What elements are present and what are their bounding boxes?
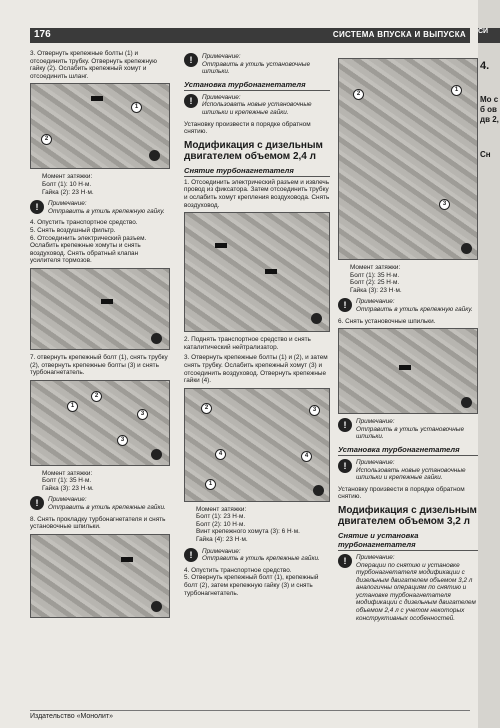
footer-divider — [30, 710, 470, 711]
note-4 — [338, 554, 478, 622]
arrow-icon — [91, 96, 103, 101]
arrow-icon — [265, 269, 277, 274]
arrow-icon — [215, 243, 227, 248]
note-2 — [30, 496, 170, 511]
subheading-remove-install: Снятие и установка турбонагнетателя — [338, 531, 478, 551]
torque-block-2 — [42, 470, 170, 493]
next-page-number: 4. — [480, 60, 490, 72]
torque-line: Винт крепежного хомута (3): 6 Н·м. — [196, 528, 300, 536]
heading-modification-24: Модификация с дизельным двигателем объемом 2,4 л — [184, 139, 323, 162]
callout-1: 1 — [451, 85, 462, 96]
column-middle — [184, 50, 330, 600]
note-text: Отправить в утиль установочные шпильки. — [202, 60, 311, 76]
torque-line: Болт (2): 10 Н·м. — [196, 520, 246, 528]
note-text: Отправить в утиль крепежную гайку. — [356, 305, 473, 313]
step-6-text: 6. Отсоединить электрический разъем. Ослабить крепежные хомуты и снять воздуховод. Снять обратный клапан усилителя тормозов. — [30, 234, 147, 265]
note-title: Примечание: — [356, 553, 395, 561]
note-title: Примечание: — [202, 93, 241, 101]
note-text: Отправить в утиль крепежные гайки. — [202, 555, 320, 563]
step-6-text: 6. Снять установочные шпильки. — [338, 317, 436, 325]
note-title: Примечание: — [356, 418, 395, 426]
install-text: Установку произвести в порядке обратном снятию. — [338, 485, 465, 501]
torque-line: Болт (1): 35 Н·м. — [42, 477, 92, 485]
torque-title: Момент затяжки: — [350, 264, 401, 271]
note-title: Примечание: — [356, 458, 395, 466]
exclamation-icon: ! — [338, 418, 352, 432]
install-text: Установку произвести в порядке обратном снятию. — [184, 120, 311, 136]
photo-turbocharger-bolts — [30, 380, 170, 466]
callout-3: 3 — [309, 405, 320, 416]
callout-3: 3 — [137, 409, 148, 420]
torque-block-1 — [42, 173, 170, 196]
callout-2: 2 — [41, 134, 52, 145]
photo-engine-bay — [184, 212, 330, 332]
publisher-footer: Издательство «Монолит» — [30, 713, 114, 720]
warning-icon — [313, 485, 324, 496]
subheading-remove: Снятие турбонагнетателя — [184, 166, 330, 177]
exclamation-icon: ! — [338, 554, 352, 568]
note-title: Примечание: — [48, 200, 87, 208]
torque-line: Болт (1): 23 Н·м. — [196, 513, 246, 521]
step-5-text: 5. Снять воздушный фильтр. — [30, 226, 116, 234]
note-0 — [184, 53, 330, 76]
photo-pipe-connection — [30, 83, 170, 169]
note-1 — [184, 94, 330, 117]
torque-title: Момент затяжки: — [196, 505, 247, 513]
note-title: Примечание: — [202, 53, 241, 60]
callout-2: 2 — [201, 403, 212, 414]
torque-line: Гайка (3): 23 Н·м. — [350, 286, 402, 294]
next-page-sub-fragment: Сн — [480, 150, 491, 159]
step-2-text: 2. Поднять транспортное средство и снять каталитический нейтрализатор. — [184, 336, 311, 351]
exclamation-icon: ! — [184, 94, 198, 108]
torque-line: Гайка (4): 23 Н·м. — [196, 536, 248, 544]
exclamation-icon: ! — [30, 496, 44, 510]
arrow-icon — [121, 557, 133, 562]
callout-2: 2 — [91, 391, 102, 402]
torque-line: Гайка (3): 23 Н·м. — [42, 484, 94, 492]
note-2 — [338, 418, 478, 441]
next-page-edge — [478, 0, 500, 728]
exclamation-icon: ! — [30, 200, 44, 214]
note-title: Примечание: — [202, 547, 241, 555]
note-1 — [30, 200, 170, 215]
note-title: Примечание: — [48, 496, 87, 504]
step-1-text: 1. Отсоединить электрический разъем и извлечь провод из фиксатора. Затем отсоединить трубку и ослабить хомут крепления воздуховода. Снять воздуховод. — [184, 178, 330, 209]
page-header — [30, 28, 470, 43]
torque-block — [350, 264, 478, 294]
callout-1: 1 — [131, 102, 142, 113]
warning-icon — [461, 243, 472, 254]
next-page-tab: СИ — [478, 28, 500, 43]
note-text: Отправить в утиль крепежные гайки. — [48, 504, 166, 512]
callout-2: 2 — [353, 89, 364, 100]
callout-1: 1 — [205, 479, 216, 490]
step-3-text: 3. Отвернуть крепежные болты (1) и отсоединить трубку. Отвернуть крепежную гайку (2). Ослабить крепежный хомут и отсоединить шланг. — [30, 50, 157, 80]
warning-icon — [151, 601, 162, 612]
step-4-text: 4. Опустить транспортное средство. — [30, 219, 138, 227]
note-text: Использовать новые установочные шпильки и крепежные гайки. — [356, 466, 466, 482]
torque-title: Момент затяжки: — [42, 173, 93, 181]
warning-icon — [151, 449, 162, 460]
callout-1: 1 — [67, 401, 78, 412]
callout-3: 3 — [117, 435, 128, 446]
arrow-icon — [101, 299, 113, 304]
photo-air-duct — [30, 268, 170, 350]
column-right — [338, 50, 478, 626]
note-2 — [184, 548, 330, 563]
step-4-text: 4. Опустить транспортное средство. — [184, 566, 292, 574]
photo-studs — [338, 328, 478, 414]
torque-line: Болт (2): 25 Н·м. — [350, 279, 400, 287]
subheading-install: Установка турбонагнетателя — [338, 445, 478, 456]
photo-turbocharger-assembly — [338, 58, 478, 260]
photo-gasket-studs — [30, 534, 170, 618]
page-number: 176 — [34, 29, 51, 40]
photo-turbo-mounts — [184, 388, 330, 502]
column-left — [30, 50, 170, 622]
exclamation-icon: ! — [184, 548, 198, 562]
callout-4: 4 — [215, 449, 226, 460]
heading-modification-32: Модификация с дизельным двигателем объемом 3,2 л — [338, 504, 477, 527]
torque-line: Гайка (2): 23 Н·м. — [42, 188, 94, 196]
subheading-install: Установка турбонагнетателя — [184, 80, 330, 91]
section-title: СИСТЕМА ВПУСКА И ВЫПУСКА — [332, 30, 466, 39]
step-3-text: 3. Отвернуть крепежные болты (1) и (2), и затем снять трубку. Ослабить крепежный хомут (3) и отсоединить воздуховод. Отвернуть крепежные гайки (4). — [184, 354, 328, 385]
callout-4: 4 — [301, 451, 312, 462]
exclamation-icon: ! — [338, 459, 352, 473]
exclamation-icon: ! — [338, 298, 352, 312]
torque-title: Момент затяжки: — [42, 469, 93, 477]
arrow-icon — [399, 365, 411, 370]
callout-3: 3 — [439, 199, 450, 210]
note-text: Использовать новые установочные шпильки и крепежные гайки. — [202, 101, 312, 116]
exclamation-icon: ! — [184, 53, 198, 67]
step-7-text: 7. отвернуть крепежный болт (1), снять трубку (2), отвернуть крепежные болты (3) и снять турбонагнетатель. — [30, 353, 168, 377]
note-3 — [338, 459, 478, 482]
note-text: Операции по снятию и установке турбонагнетателя модификации с дизельным двигателем объемом 3,2 л аналогичны операциям по снятию и установке турбонагнетателя модификации с дизельным двигателем объемом 2,4 л с учетом некоторых конструктивных особенностей. — [356, 561, 476, 622]
note-text: Отправить в утиль крепежную гайку. — [48, 207, 165, 215]
step-5-text: 5. Отвернуть крепежный болт (1), крепежный болт (2), затем крепежную гайку (3) и снять турбонагнетатель. — [184, 574, 319, 597]
torque-line: Болт (1): 35 Н·м. — [350, 271, 400, 279]
next-page-heading-fragment: Мо с б ов дв 2, — [480, 95, 499, 124]
torque-block — [196, 506, 330, 544]
step-8-text: 8. Снять прокладку турбонагнетателя и снять установочные шпильки. — [30, 515, 166, 531]
warning-icon — [151, 333, 162, 344]
note-1 — [338, 298, 478, 313]
torque-line: Болт (1): 10 Н·м. — [42, 180, 92, 188]
note-title: Примечание: — [356, 298, 395, 306]
note-text: Отправить в утиль установочные шпильки. — [356, 425, 465, 441]
